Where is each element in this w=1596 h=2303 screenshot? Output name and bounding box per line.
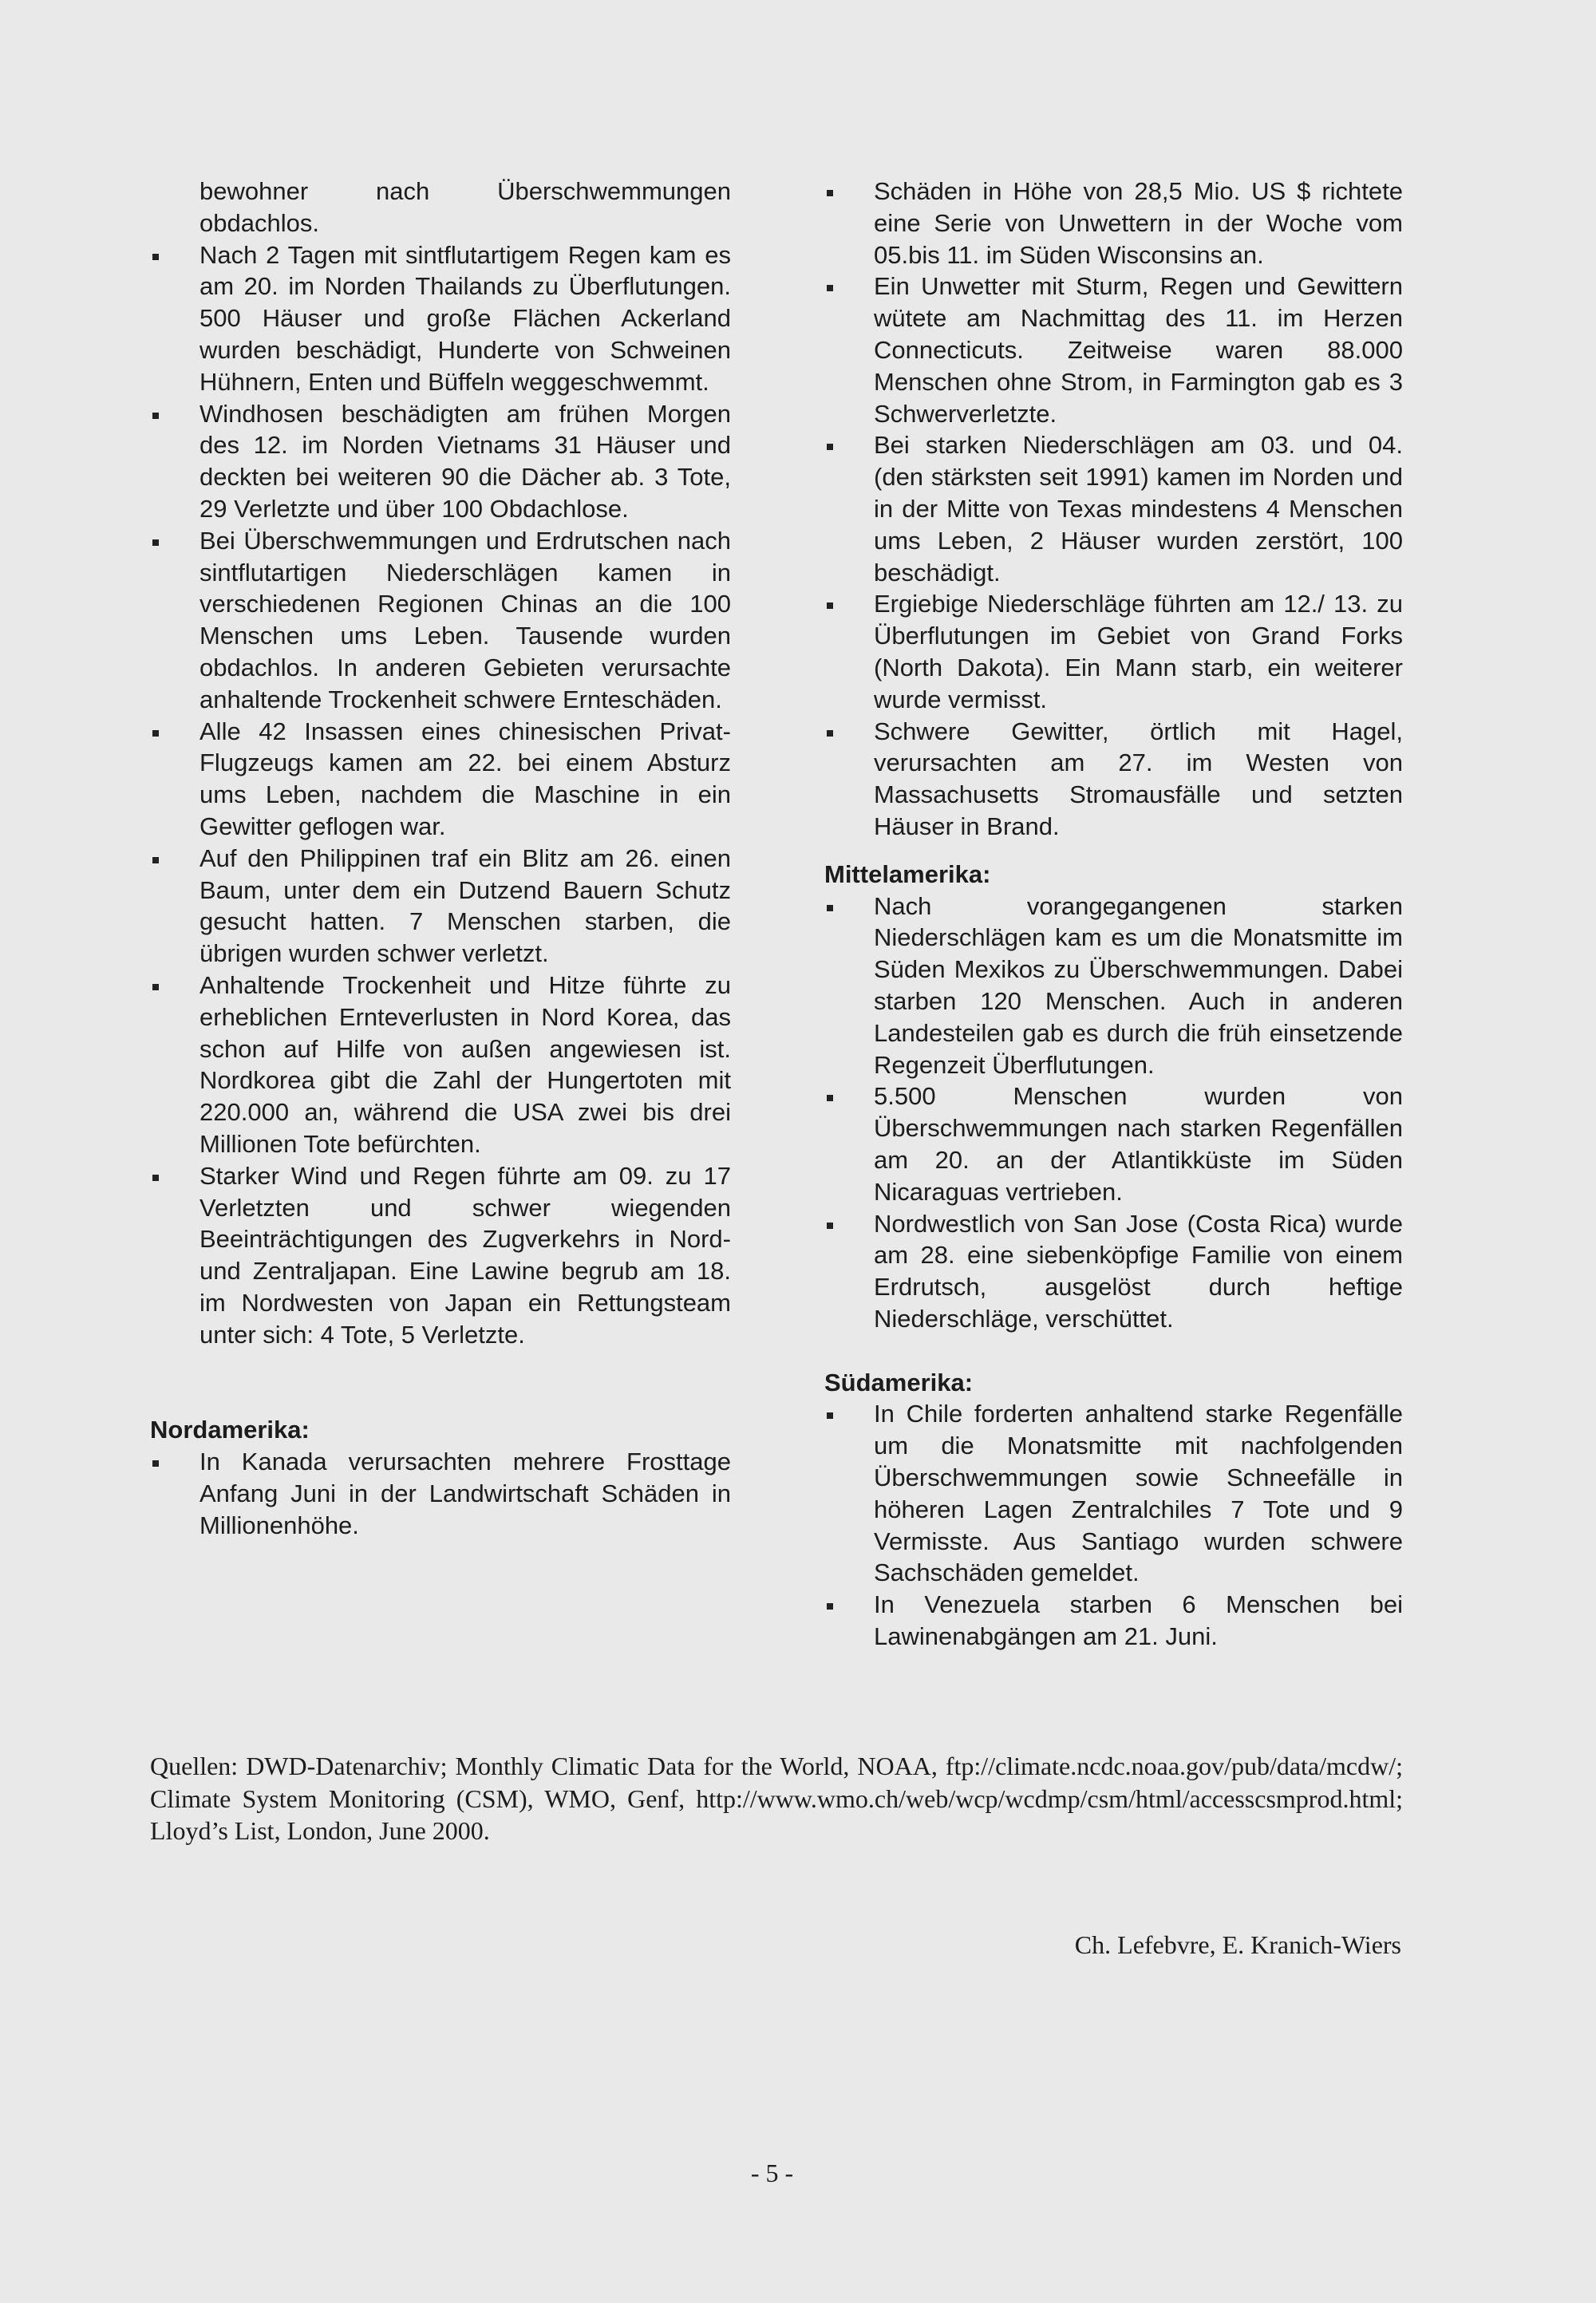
list-item [150, 716, 731, 843]
bullet-icon [827, 1412, 833, 1419]
list-item [150, 843, 731, 970]
list-item-text: Ein Unwetter mit Sturm, Regen und Gewittern wütete am Nachmittag des 11. im Herzen Connecticuts. Zeitweise waren 88.000 Menschen ohne Strom, in Farmington gab es 3 Schwerverletzte. [874, 272, 1403, 428]
bullet-icon [152, 1460, 159, 1467]
bullet-icon [152, 254, 159, 260]
bullet-icon [827, 190, 833, 196]
bullet-icon [827, 1603, 833, 1610]
list-item [824, 176, 1403, 271]
bullet-icon [152, 413, 159, 419]
list-item [824, 588, 1403, 715]
list-item-text: Starker Wind und Regen führte am 09. zu 17 Verletzten und schwer wiegenden Beeinträchtigungen des Zugverkehrs in Nord- und Zentraljapan. Eine Lawine begrub am 18. im Nordwesten von Japan ein Rettungsteam unter sich: 4 Tote, 5 Verletzte. [200, 1161, 731, 1349]
authors-line: Ch. Lefebvre, E. Kranich-Wiers [1074, 1930, 1401, 1959]
list-item [150, 1446, 731, 1541]
mittelamerika-heading: Mittelamerika: [824, 859, 991, 888]
list-item [824, 1398, 1403, 1589]
bullet-icon [827, 905, 833, 911]
suedamerika-list [824, 1398, 1403, 1652]
bullet-icon [827, 1223, 833, 1229]
right-column [824, 176, 1403, 1653]
section-spacer [824, 843, 1403, 859]
list-item-text: Nordwestlich von San Jose (Costa Rica) wurde am 28. eine siebenköpfige Familie von einem Erdrutsch, ausgelöst durch heftige Niederschläge, verschüttet. [874, 1209, 1403, 1333]
continuation-paragraph: bewohner nach Überschwemmungen obdachlos. [200, 177, 731, 237]
section-spacer [150, 1350, 731, 1382]
nordamerika-heading: Nordamerika: [150, 1416, 310, 1444]
mittelamerika-list [824, 891, 1403, 1335]
suedamerika-heading: Südamerika: [824, 1368, 974, 1396]
list-item-text: Ergiebige Niederschläge führten am 12./ 13. zu Überflutungen im Gebiet von Grand Forks (North Dakota). Ein Mann starb, ein weiterer wurde vermisst. [874, 590, 1403, 713]
list-item-text: Windhosen beschädigten am frühen Morgen des 12. im Norden Vietnams 31 Häuser und deckten bei weiteren 90 die Dächer ab. 3 Tote, 29 Verletzte und über 100 Obdachlose. [200, 399, 731, 523]
list-item-text: Nach vorangegangenen starken Niederschlägen kam es um die Monatsmitte im Süden Mexikos zu Überschwemmungen. Dabei starben 120 Menschen. Auch in anderen Landesteilen gab es durch die früh einsetzende Regenzeit Überflutungen. [874, 891, 1403, 1079]
list-item-text: Alle 42 Insassen eines chinesischen Privat-Flugzeugs kamen am 22. bei einem Absturz ums Leben, nachdem die Maschine in ein Gewitter geflogen war. [200, 717, 731, 840]
section-spacer [150, 1382, 731, 1414]
list-item [150, 239, 731, 398]
bullet-icon [152, 539, 159, 546]
list-item-text: Schwere Gewitter, örtlich mit Hagel, verursachten am 27. im Westen von Massachusetts Stromausfälle und setzten Häuser in Brand. [874, 717, 1403, 840]
bullet-icon [827, 602, 833, 609]
list-item-text: In Venezuela starben 6 Menschen bei Lawinenabgängen am 21. Juni. [874, 1590, 1403, 1651]
list-item-text: In Chile forderten anhaltend starke Regenfälle um die Monatsmitte mit nachfolgenden Überschwemmungen sowie Schneefälle in höheren Lagen Zentralchiles 7 Tote und 9 Vermisste. Aus Santiago wurden schwere Sachschäden gemeldet. [874, 1400, 1403, 1587]
list-item [824, 429, 1403, 588]
sources-paragraph: Quellen: DWD-Datenarchiv; Monthly Climatic Data for the World, NOAA, ftp://climate.ncdc.noaa.gov/pub/data/mcdw/; Climate System Monitoring (CSM), WMO, Genf, http://www.wmo.ch/web/wcp/wcdmp/csm/html/accesscsmprod.html; Lloyd’s List, London, June 2000. [150, 1752, 1403, 1845]
bullet-icon [827, 285, 833, 291]
nordamerika-continued-list [824, 176, 1403, 843]
bullet-icon [152, 984, 159, 990]
list-item-text: Bei starken Niederschlägen am 03. und 04. (den stärksten seit 1991) kamen im Norden und in der Mitte von Texas mindestens 4 Menschen ums Leben, 2 Häuser wurden zerstört, 100 beschädigt. [874, 431, 1403, 587]
left-column [150, 176, 731, 1542]
list-item [150, 970, 731, 1160]
section-spacer [824, 1335, 1403, 1367]
list-item [824, 716, 1403, 843]
list-item [150, 398, 731, 525]
page-number: - 5 - [750, 2159, 794, 2187]
list-item [150, 1160, 731, 1351]
nordamerika-list [150, 1446, 731, 1541]
list-item [150, 525, 731, 716]
list-item-text: Nach 2 Tagen mit sintflutartigem Regen kam es am 20. im Norden Thailands zu Überflutungen. 500 Häuser und große Flächen Ackerland wurden beschädigt, Hunderte von Schweinen Hühnern, Enten und Büffeln weggeschwemmt. [200, 240, 731, 396]
list-item [824, 1589, 1403, 1653]
list-item [824, 1208, 1403, 1335]
list-item-text: Schäden in Höhe von 28,5 Mio. US $ richtete eine Serie von Unwettern in der Woche vom 05.bis 11. im Süden Wisconsins an. [874, 177, 1403, 269]
list-item-text: In Kanada verursachten mehrere Frosttage Anfang Juni in der Landwirtschaft Schäden in Millionenhöhe. [200, 1448, 731, 1539]
bullet-icon [827, 730, 833, 737]
list-item-text: Anhaltende Trockenheit und Hitze führte zu erheblichen Ernteverlusten in Nord Korea, das schon auf Hilfe von außen angewiesen ist. Nordkorea gibt die Zahl der Hungertoten mit 220.000 an, während die USA zwei bis drei Millionen Tote befürchten. [200, 970, 731, 1158]
asia-list [150, 239, 731, 1351]
list-item-text: Auf den Philippinen traf ein Blitz am 26. einen Baum, unter dem ein Dutzend Bauern Schutz gesucht hatten. 7 Menschen starben, die übrigen wurden schwer verletzt. [200, 843, 731, 968]
bullet-icon [152, 857, 159, 863]
bullet-icon [827, 1095, 833, 1101]
list-item-text: Bei Überschwemmungen und Erdrutschen nach sintflutartigen Niederschlägen kamen in verschiedenen Regionen Chinas an die 100 Menschen ums Leben. Tausende wurden obdachlos. In anderen Gebieten verursachte anhaltende Trockenheit schwere Ernteschäden. [200, 526, 731, 713]
list-item [824, 271, 1403, 429]
list-item-text: 5.500 Menschen wurden von Überschwemmungen nach starken Regenfällen am 20. an der Atlantikküste im Süden Nicaraguas vertrieben. [874, 1082, 1403, 1206]
bullet-icon [152, 1175, 159, 1181]
list-item [824, 1080, 1403, 1207]
bullet-icon [152, 730, 159, 737]
bullet-icon [827, 444, 833, 450]
list-item [824, 891, 1403, 1081]
